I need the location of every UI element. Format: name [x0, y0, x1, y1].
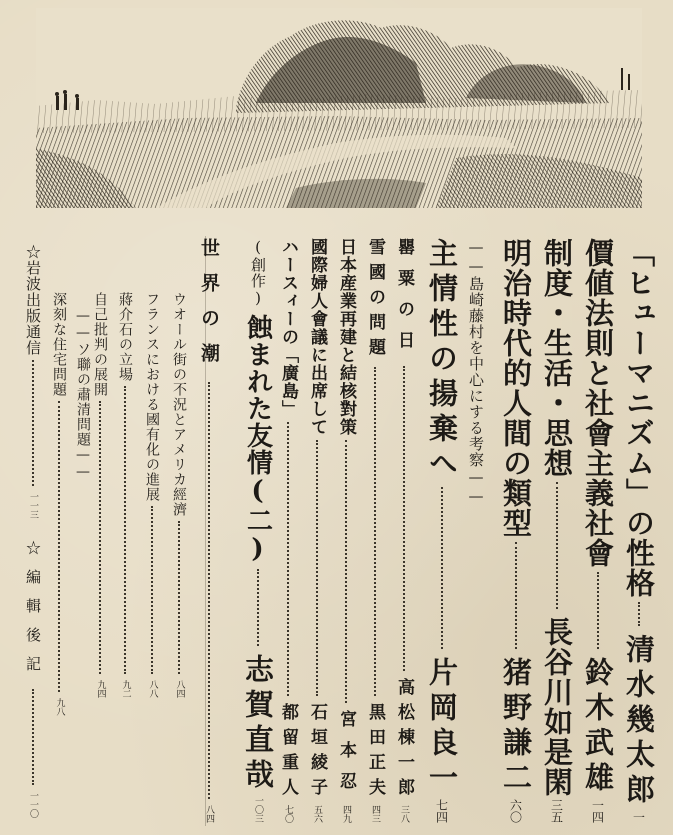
page-number: 一 — [631, 811, 646, 823]
article-title: 「ヒューマニズム」の性格 — [622, 238, 656, 598]
page-number: 四九 — [341, 805, 351, 823]
article-author: 都留重人 — [278, 703, 298, 803]
item-title: ウオール街の不況とアメリカ經濟 — [171, 292, 187, 517]
article-author: 猪野謙二 — [499, 657, 533, 797]
article-author: 高松棟一郎 — [394, 678, 414, 803]
novel-genre: (創作) — [249, 238, 267, 308]
page-number: 五六 — [312, 805, 322, 823]
article-title: 罌粟の日 — [394, 238, 414, 362]
article-author: 長谷川如是閑 — [540, 617, 574, 797]
article-author: 宮本忍 — [336, 710, 356, 803]
dot-leader — [124, 386, 126, 674]
page-number: 四三 — [370, 805, 380, 823]
toc-section-item-3-subtitle — [76, 308, 90, 508]
page-number: 九二 — [120, 680, 131, 698]
toc-section-header[interactable] — [199, 238, 218, 823]
article-title: 制度・生活・思想 — [540, 238, 574, 478]
item-title: 蔣介石の立場 — [117, 292, 133, 382]
page-number: 七四 — [434, 799, 449, 823]
page-number: 七〇 — [283, 805, 293, 823]
item-subtitle: ——ソ聯の肅清問題—— — [75, 308, 91, 481]
item-title: ☆岩波出版通信 — [24, 244, 42, 356]
toc-section-item-4[interactable] — [52, 292, 66, 716]
section-title: 世界の潮 — [198, 238, 220, 378]
article-author: 片岡良一 — [425, 657, 459, 797]
dot-leader — [403, 366, 405, 671]
toc-entry-main-4[interactable] — [425, 238, 459, 823]
toc-entry-main-3[interactable] — [499, 238, 533, 823]
article-author: 黒田正夫 — [365, 703, 385, 803]
page-number: 六〇 — [508, 799, 523, 823]
toc-entry-main-2[interactable] — [540, 238, 574, 823]
dot-leader — [515, 542, 517, 649]
dot-leader — [345, 440, 347, 703]
article-author: 清水幾太郎 — [622, 634, 656, 809]
article-author: 鈴木武雄 — [581, 657, 615, 797]
item-title: 自己批判の展開 — [92, 292, 108, 397]
page-number: 八四 — [174, 680, 185, 698]
page-number: 三五 — [549, 799, 564, 823]
dot-leader — [556, 482, 558, 609]
article-title: 日本産業再建と結核對策 — [336, 238, 356, 436]
landscape-illustration — [36, 8, 642, 208]
toc-footer-1[interactable] — [25, 540, 40, 818]
page-number: 八四 — [204, 805, 214, 823]
item-title: ☆編輯後記 — [24, 540, 42, 685]
item-title: フランスにおける國有化の進展 — [144, 292, 160, 502]
page-number: 八八 — [147, 680, 158, 698]
toc-section-item-3[interactable] — [93, 292, 107, 698]
article-title: 明治時代的人間の類型 — [499, 238, 533, 538]
dot-leader — [287, 422, 289, 696]
toc-entry-main-1[interactable] — [581, 238, 615, 823]
page-number: 一四 — [590, 799, 605, 823]
dot-leader — [441, 487, 443, 649]
dot-leader — [99, 401, 101, 674]
page-number: 一一三 — [28, 492, 38, 519]
toc-entry-novel[interactable] — [241, 238, 275, 823]
toc-footer-0[interactable] — [25, 244, 40, 519]
dot-leader — [208, 382, 210, 799]
page-number: 一〇三 — [253, 796, 263, 823]
item-title: 深刻な住宅問題 — [51, 292, 67, 397]
page-number: 九八 — [54, 698, 65, 716]
toc-section-item-2[interactable] — [118, 292, 132, 698]
article-title: 雪國の問題 — [365, 238, 385, 363]
article-title: 蝕まれた友情(二) — [242, 314, 273, 565]
dot-leader — [638, 602, 640, 626]
dot-leader — [32, 689, 34, 785]
toc-section-item-1[interactable] — [145, 292, 159, 698]
page-number: 三八 — [399, 805, 409, 823]
toc-section-item-0[interactable] — [172, 292, 186, 698]
page-number: 一一〇 — [28, 791, 38, 818]
page-number: 九四 — [95, 680, 106, 698]
dot-leader — [151, 506, 153, 674]
article-subtitle: ——島崎藤村を中心にする考察—— — [467, 238, 485, 506]
dot-leader — [32, 360, 34, 486]
toc-entry-secondary-4[interactable] — [279, 238, 296, 823]
article-title: 價値法則と社會主義社會 — [581, 238, 615, 568]
dot-leader — [257, 569, 259, 646]
dot-leader — [374, 367, 376, 696]
toc-entry-main-0[interactable] — [622, 238, 656, 823]
toc-entry-secondary-3[interactable] — [308, 238, 325, 823]
dot-leader — [58, 401, 60, 692]
toc-entry-secondary-0[interactable] — [395, 238, 412, 823]
dot-leader — [316, 440, 318, 696]
toc-entry-secondary-1[interactable] — [366, 238, 383, 823]
article-author: 石垣綾子 — [307, 703, 327, 803]
article-title: 國際婦人會議に出席して — [307, 238, 327, 436]
dot-leader — [597, 572, 599, 649]
dot-leader — [178, 521, 180, 674]
article-title: 主情性の揚棄へ — [425, 238, 459, 483]
article-author: 志賀直哉 — [241, 654, 275, 794]
toc-entry-secondary-2[interactable] — [337, 238, 354, 823]
article-title: ハースィーの「廣島」 — [278, 238, 298, 418]
toc-entry-main-4-subtitle — [468, 238, 483, 578]
